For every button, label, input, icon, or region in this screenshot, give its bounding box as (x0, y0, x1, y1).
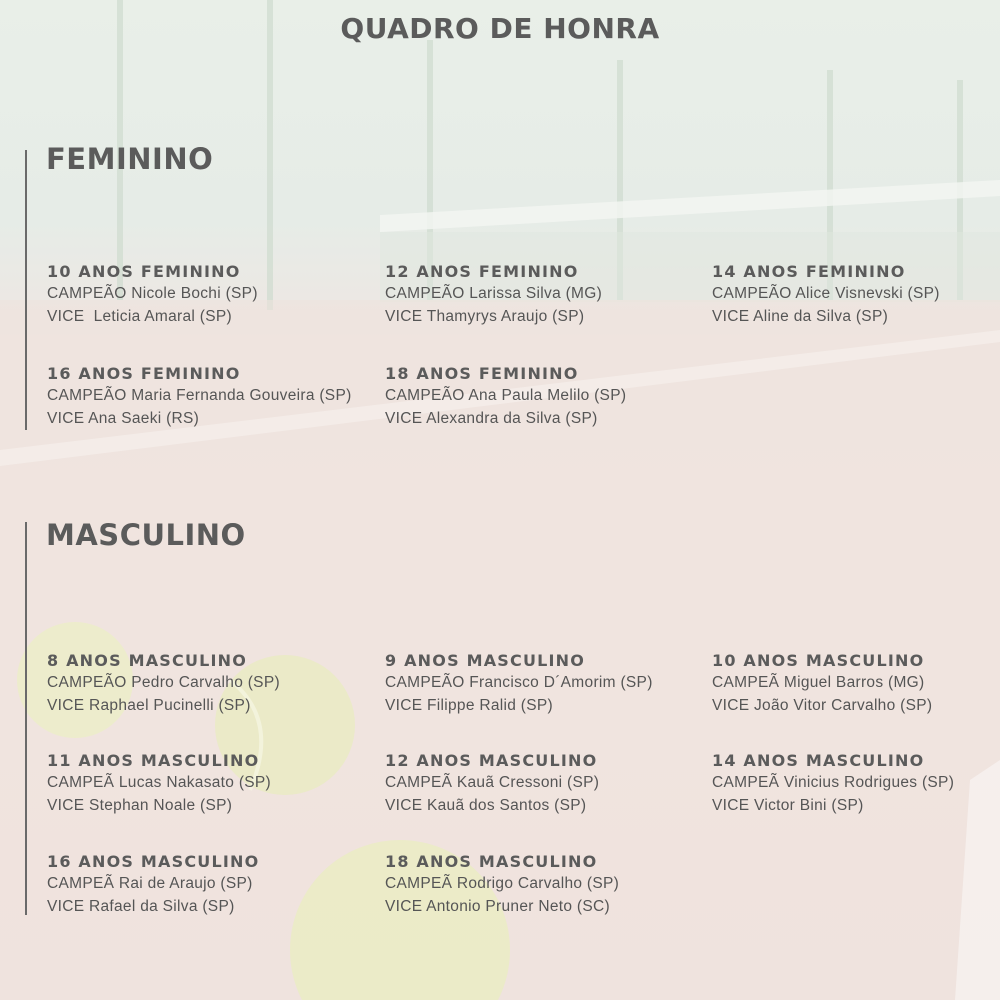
vice-text: VICE Leticia Amaral (SP) (47, 308, 232, 325)
category-card (385, 852, 715, 918)
champion-text: CAMPEÃ Rodrigo Carvalho (SP) (385, 875, 620, 892)
champion-text: CAMPEÃ Lucas Nakasato (SP) (47, 774, 272, 791)
vice-text: VICE Victor Bini (SP) (712, 797, 864, 814)
category-card (47, 364, 377, 430)
category-card (712, 751, 992, 817)
category-card (385, 262, 715, 328)
champion-text: CAMPEÃO Pedro Carvalho (SP) (47, 674, 280, 691)
category-title: 16 ANOS FEMININO (47, 364, 241, 383)
category-title: 14 ANOS FEMININO (712, 262, 906, 281)
champion-text: CAMPEÃO Francisco D´Amorim (SP) (385, 674, 653, 691)
champion-text: CAMPEÃO Larissa Silva (MG) (385, 285, 603, 302)
category-card (385, 364, 715, 430)
category-card (47, 751, 377, 817)
vice-text: VICE Stephan Noale (SP) (47, 797, 233, 814)
champion-text: CAMPEÃ Kauã Cressoni (SP) (385, 774, 600, 791)
vice-text: VICE Kauã dos Santos (SP) (385, 797, 587, 814)
vice-text: VICE Alexandra da Silva (SP) (385, 410, 598, 427)
vice-text: VICE Thamyrys Araujo (SP) (385, 308, 585, 325)
category-title: 18 ANOS MASCULINO (385, 852, 598, 871)
category-card (385, 651, 715, 717)
vice-text: VICE Rafael da Silva (SP) (47, 898, 235, 915)
category-title: 14 ANOS MASCULINO (712, 751, 925, 770)
vice-text: VICE João Vitor Carvalho (SP) (712, 697, 933, 714)
champion-text: CAMPEÃO Maria Fernanda Gouveira (SP) (47, 387, 352, 404)
category-card (47, 852, 377, 918)
champion-text: CAMPEÃO Alice Visnevski (SP) (712, 285, 940, 302)
section-title-feminino: FEMININO (46, 142, 214, 176)
champion-text: CAMPEÃ Vinicius Rodrigues (SP) (712, 774, 955, 791)
category-title: 12 ANOS MASCULINO (385, 751, 598, 770)
vice-text: VICE Aline da Silva (SP) (712, 308, 889, 325)
champion-text: CAMPEÃO Nicole Bochi (SP) (47, 285, 258, 302)
section-divider-masculino (25, 522, 27, 915)
category-card (712, 651, 992, 717)
champion-text: CAMPEÃO Ana Paula Melilo (SP) (385, 387, 627, 404)
category-card (712, 262, 992, 328)
category-title: 12 ANOS FEMININO (385, 262, 579, 281)
section-title-masculino: MASCULINO (46, 518, 246, 552)
page-title: QUADRO DE HONRA (340, 12, 660, 45)
category-title: 10 ANOS FEMININO (47, 262, 241, 281)
champion-text: CAMPEÃ Miguel Barros (MG) (712, 674, 925, 691)
category-title: 18 ANOS FEMININO (385, 364, 579, 383)
category-title: 16 ANOS MASCULINO (47, 852, 260, 871)
category-title: 9 ANOS MASCULINO (385, 651, 586, 670)
category-card (385, 751, 715, 817)
category-title: 11 ANOS MASCULINO (47, 751, 260, 770)
vice-text: VICE Raphael Pucinelli (SP) (47, 697, 251, 714)
vice-text: VICE Antonio Pruner Neto (SC) (385, 898, 610, 915)
category-card (47, 262, 377, 328)
vice-text: VICE Filippe Ralid (SP) (385, 697, 553, 714)
category-title: 10 ANOS MASCULINO (712, 651, 925, 670)
vice-text: VICE Ana Saeki (RS) (47, 410, 200, 427)
section-divider-feminino (25, 150, 27, 430)
champion-text: CAMPEÃ Rai de Araujo (SP) (47, 875, 253, 892)
category-title: 8 ANOS MASCULINO (47, 651, 248, 670)
category-card (47, 651, 377, 717)
